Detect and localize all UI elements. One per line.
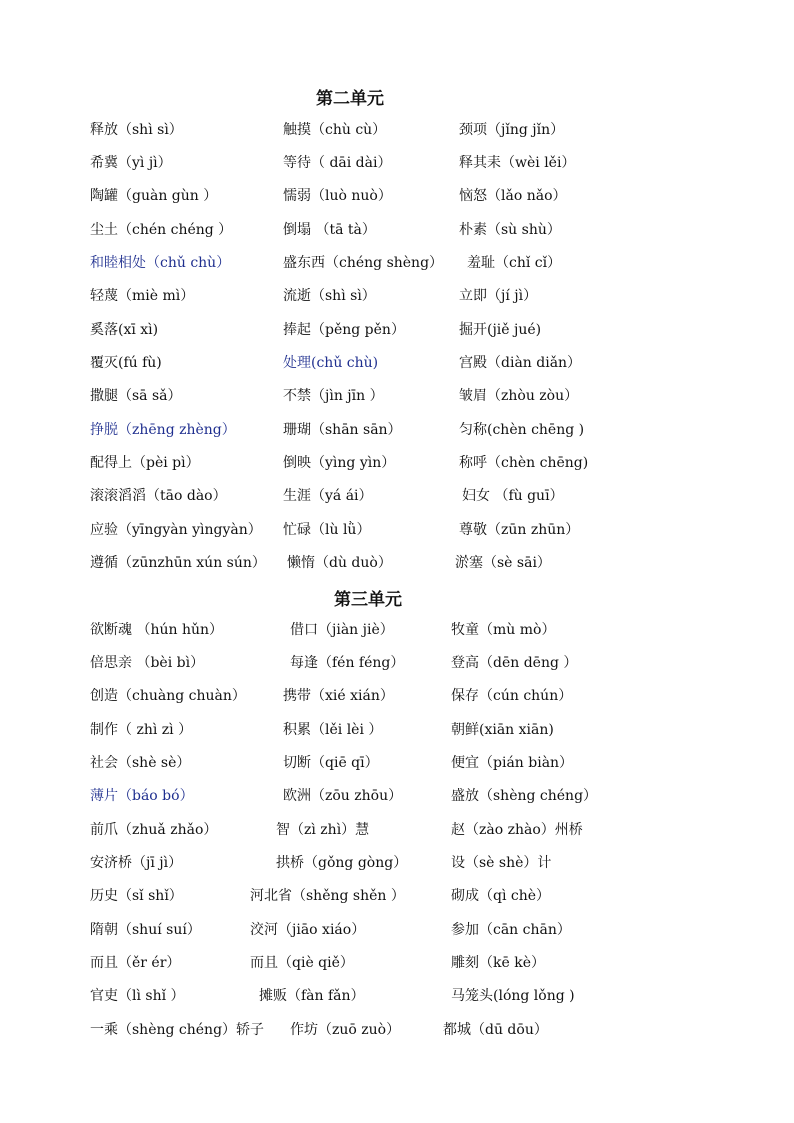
word-entry: 前爪（zhuǎ zhǎo）: [90, 822, 218, 838]
word-entry: 社会（shè sè）: [90, 755, 191, 771]
word-entry: 欧洲（zōu zhōu）: [283, 788, 403, 804]
list-item: [0, 351, 794, 375]
word-entry: 陶罐（guàn gùn ）: [90, 188, 218, 204]
word-entry: 等待（ dāi dài）: [283, 155, 392, 171]
word-entry: 倒塌 （tā tà）: [283, 222, 376, 238]
word-entry: 设（sè shè）计: [451, 855, 552, 871]
word-entry: 而且（qiè qiě）: [250, 955, 354, 971]
word-entry: 制作（ zhì zì ）: [90, 722, 193, 738]
word-entry: 处理(chǔ chù): [283, 355, 379, 371]
word-entry: 一乘（shèng chéng）轿子: [90, 1022, 265, 1038]
word-entry: 而且（ěr ér）: [90, 955, 181, 971]
word-entry: 奚落(xī xì): [90, 322, 159, 338]
list-item: [0, 384, 794, 408]
list-item: [0, 518, 794, 542]
word-entry: 希冀（yì jì）: [90, 155, 172, 171]
word-entry: 便宜（pián biàn）: [451, 755, 574, 771]
word-entry: 生涯（yá ái）: [283, 488, 373, 504]
list-item: [0, 784, 794, 808]
word-entry: 薄片（báo bó）: [90, 788, 194, 804]
word-entry: 作坊（zuō zuò）: [290, 1022, 401, 1038]
word-entry: 借口（jiàn jiè）: [290, 622, 394, 638]
word-entry: 不禁（jìn jīn ）: [283, 388, 384, 404]
word-entry: 恼怒（lǎo nǎo）: [459, 188, 567, 204]
word-entry: 倒映（yìng yìn）: [283, 455, 396, 471]
list-item: [0, 818, 794, 842]
word-entry: 倍思亲 （bèi bì）: [90, 655, 205, 671]
word-entry: 砌成（qì chè）: [451, 888, 551, 904]
list-item: [0, 151, 794, 175]
word-entry: 流逝（shì sì）: [283, 288, 376, 304]
list-item: [0, 251, 794, 275]
word-entry: 懦弱（luò nuò）: [283, 188, 392, 204]
word-entry: 和睦相处（chǔ chù）: [90, 255, 231, 271]
word-entry: 马笼头(lóng lǒng ): [451, 988, 575, 1004]
list-item: [0, 718, 794, 742]
word-entry: 覆灭(fú fù): [90, 355, 162, 371]
word-entry: 盛放（shèng chéng）: [451, 788, 598, 804]
word-entry: 掘开(jiě jué): [459, 322, 542, 338]
list-item: [0, 418, 794, 442]
word-entry: 释放（shì sì）: [90, 122, 183, 138]
word-entry: 挣脱（zhēng zhèng）: [90, 422, 236, 438]
word-entry: 盛东西（chéng shèng）: [283, 255, 444, 271]
word-entry: 释其耒（wèi lěi）: [459, 155, 576, 171]
word-entry: 保存（cún chún）: [451, 688, 573, 704]
word-entry: 妇女 （fù guī）: [462, 488, 564, 504]
word-entry: 朝鲜(xiān xiān): [451, 722, 554, 738]
word-entry: 捧起（pěng pěn）: [283, 322, 405, 338]
list-item: [0, 451, 794, 475]
word-entry: 历史（sǐ shǐ）: [90, 888, 183, 904]
word-entry: 创造（chuàng chuàn）: [90, 688, 246, 704]
unit2-title: 第二单元: [316, 89, 384, 109]
word-entry: 雕刻（kē kè）: [451, 955, 545, 971]
word-entry: 匀称(chèn chēng ): [459, 422, 585, 438]
word-entry: 摊贩（fàn fǎn）: [259, 988, 365, 1004]
word-entry: 遵循（zūnzhūn xún sún）: [90, 555, 266, 571]
list-item: [0, 851, 794, 875]
word-entry: 珊瑚（shān sān）: [283, 422, 402, 438]
word-entry: 洨河（jiāo xiáo）: [250, 922, 366, 938]
word-entry: 滚滚滔滔（tāo dào）: [90, 488, 227, 504]
word-entry: 安济桥（jī jì）: [90, 855, 183, 871]
list-item: [0, 284, 794, 308]
list-item: [0, 951, 794, 975]
word-entry: 立即（jí jì）: [459, 288, 538, 304]
word-entry: 皱眉（zhòu zòu）: [459, 388, 579, 404]
list-item: [0, 884, 794, 908]
word-entry: 触摸（chù cù）: [283, 122, 387, 138]
word-entry: 智（zì zhì）慧: [276, 822, 370, 838]
word-entry: 羞耻（chǐ cǐ）: [467, 255, 562, 271]
word-entry: 欲断魂 （hún hǔn）: [90, 622, 223, 638]
list-item: [0, 118, 794, 142]
unit3-title: 第三单元: [334, 590, 402, 610]
word-entry: 隋朝（shuí suí）: [90, 922, 201, 938]
word-entry: 淤塞（sè sāi）: [455, 555, 551, 571]
list-item: [0, 318, 794, 342]
word-entry: 都城（dū dōu）: [443, 1022, 548, 1038]
word-entry: 尘土（chén chéng ）: [90, 222, 233, 238]
word-entry: 每逢（fén féng）: [290, 655, 405, 671]
word-entry: 懒惰（dù duò）: [287, 555, 392, 571]
word-entry: 忙碌（lù lǜ）: [283, 522, 371, 538]
word-entry: 应验（yīngyàn yìngyàn）: [90, 522, 262, 538]
word-entry: 配得上（pèi pì）: [90, 455, 200, 471]
word-entry: 切断（qiē qī）: [283, 755, 379, 771]
word-entry: 撒腿（sā sǎ）: [90, 388, 182, 404]
list-item: [0, 918, 794, 942]
list-item: [0, 651, 794, 675]
word-entry: 积累（lěi lèi ）: [283, 722, 383, 738]
word-entry: 尊敬（zūn zhūn）: [459, 522, 580, 538]
word-entry: 朴素（sù shù）: [459, 222, 561, 238]
word-entry: 官吏（lì shǐ ）: [90, 988, 185, 1004]
list-item: [0, 1018, 794, 1042]
list-item: [0, 184, 794, 208]
word-entry: 赵（zào zhào）州桥: [451, 822, 583, 838]
list-item: [0, 684, 794, 708]
word-entry: 牧童（mù mò）: [451, 622, 556, 638]
list-item: [0, 551, 794, 575]
word-entry: 河北省（shěng shěn ）: [250, 888, 405, 904]
list-item: [0, 618, 794, 642]
word-entry: 拱桥（gǒng gòng）: [276, 855, 408, 871]
word-entry: 颈项（jǐng jǐn）: [459, 122, 565, 138]
word-entry: 宫殿（diàn diǎn）: [459, 355, 582, 371]
list-item: [0, 984, 794, 1008]
word-entry: 轻蔑（miè mì）: [90, 288, 195, 304]
word-entry: 称呼（chèn chēng): [459, 455, 589, 471]
list-item: [0, 484, 794, 508]
word-entry: 携带（xié xián）: [283, 688, 394, 704]
list-item: [0, 218, 794, 242]
list-item: [0, 751, 794, 775]
word-entry: 登高（dēn dēng ）: [451, 655, 578, 671]
word-entry: 参加（cān chān）: [451, 922, 571, 938]
